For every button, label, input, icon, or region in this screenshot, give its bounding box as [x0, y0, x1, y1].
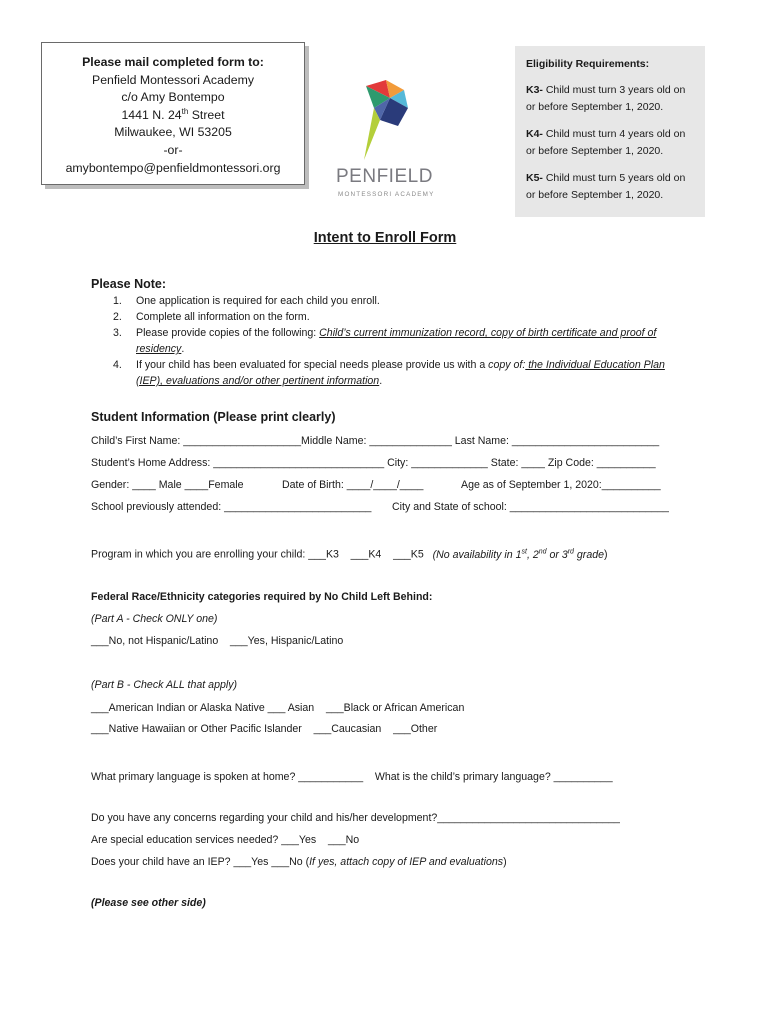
part-a-label: (Part A - Check ONLY one) [91, 613, 218, 625]
previous-school-field[interactable]: School previously attended: _________________________ [91, 501, 372, 513]
eligibility-k4: K4- Child must turn 4 years old on or before September 1, 2020. [526, 128, 686, 157]
eligibility-k5: K5- Child must turn 5 years old on or before September 1, 2020. [526, 172, 686, 201]
note-item-4: 4. If your child has been evaluated for special needs please provide us with a copy of: the Individual Education Plan (IEP), evaluations and/or other pertinent information. [113, 359, 665, 387]
child-name-fields[interactable]: Child’s First Name: ____________________Middle Name: ______________ Last Name: _________________________ [91, 435, 660, 447]
logo-subtitle: MONTESSORI ACADEMY [338, 191, 435, 198]
mail-line-academy: Penfield Montessori Academy [92, 72, 254, 87]
development-concerns-field[interactable]: Do you have any concerns regarding your child and his/her development?_______________________________ [91, 812, 620, 824]
notes-list [113, 293, 683, 389]
language-fields[interactable]: What primary language is spoken at home? ___________ What is the child’s primary language? __________ [91, 771, 613, 783]
program-selection[interactable]: Program in which you are enrolling your child: ___K3 ___K4 ___K5 (No availability in 1st, 2nd or 3rd grade) [91, 548, 608, 561]
eligibility-box [515, 46, 705, 217]
home-address-fields[interactable]: Student’s Home Address: _____________________________ City: _____________ State: ____ Zip Code: __________ [91, 457, 656, 469]
eligibility-k3: K3- Child must turn 3 years old on or before September 1, 2020. [526, 84, 686, 113]
iep-field[interactable]: Does your child have an IEP? ___Yes ___No (If yes, attach copy of IEP and evaluations) [91, 856, 507, 868]
note-item-3: 3. Please provide copies of the following: Child’s current immunization record, copy of birth certificate and proof of residency. [113, 327, 657, 355]
mail-heading: Please mail completed form to: [82, 55, 264, 69]
school-city-state-field[interactable]: City and State of school: ___________________________ [392, 501, 669, 513]
special-education-field[interactable]: Are special education services needed? ___Yes ___No [91, 834, 360, 846]
part-b-options-row1[interactable]: ___American Indian or Alaska Native ___ Asian ___Black or African American [91, 702, 465, 714]
part-a-options[interactable]: ___No, not Hispanic/Latino ___Yes, Hispanic/Latino [91, 635, 344, 647]
program-note: (No availability in 1st, 2nd or 3rd grade [432, 548, 604, 561]
part-b-label: (Part B - Check ALL that apply) [91, 679, 238, 691]
mail-line-city: Milwaukee, WI 53205 [114, 125, 232, 140]
eligibility-heading: Eligibility Requirements: [526, 58, 650, 70]
gender-field[interactable]: Gender: ____ Male ____Female [91, 479, 244, 491]
note-item-2: 2. Complete all information on the form. [113, 311, 310, 323]
mail-line-or: -or- [163, 142, 183, 157]
mail-line-email: amybontempo@penfieldmontessori.org [65, 160, 281, 175]
note-item-1: 1. One application is required for each child you enroll. [113, 295, 380, 307]
logo-name: PENFIELD [336, 166, 433, 187]
student-info-heading: Student Information (Please print clearly) [91, 410, 336, 424]
mail-line-street: 1441 N. 24th Street [121, 106, 225, 122]
see-other-side-note: (Please see other side) [91, 897, 206, 909]
race-heading: Federal Race/Ethnicity categories required by No Child Left Behind: [91, 591, 433, 603]
form-title: Intent to Enroll Form [313, 230, 457, 246]
mailing-address-box [41, 42, 305, 185]
age-field[interactable]: Age as of September 1, 2020:__________ [461, 479, 661, 491]
date-of-birth-field[interactable]: Date of Birth: ____/____/____ [282, 479, 424, 491]
mail-line-attention: c/o Amy Bontempo [121, 90, 225, 105]
part-b-options-row2[interactable]: ___Native Hawaiian or Other Pacific Islander ___Caucasian ___Other [91, 723, 438, 735]
please-note-heading: Please Note: [91, 277, 167, 291]
